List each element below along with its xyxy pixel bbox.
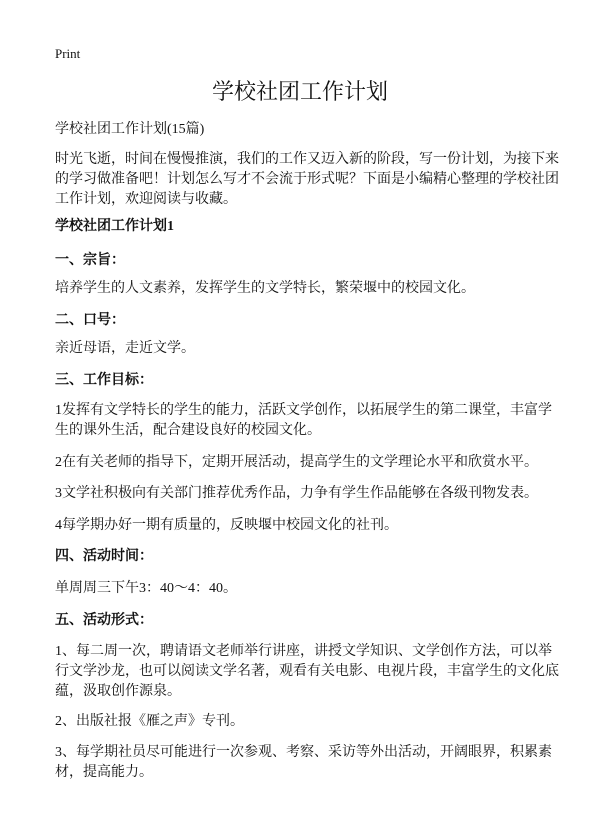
goal-item: 2在有关老师的指导下，定期开展活动，提高学生的文学理论水平和欣赏水平。 xyxy=(55,455,538,470)
format-item: 3、每学期社员尽可能进行一次参观、考察、采访等外出活动，开阔眼界，积累素材，提高能力。 xyxy=(55,745,552,780)
heading-goals: 三、工作目标： xyxy=(55,373,153,388)
time-text: 单周周三下午3：40～4：40。 xyxy=(55,581,237,596)
goal-item: 3文学社积极向有关部门推荐优秀作品，力争有学生作品能够在各级刊物发表。 xyxy=(55,486,538,501)
print-link[interactable]: Print xyxy=(55,46,81,61)
goal-item: 4每学期办好一期有质量的，反映堰中校园文化的社刊。 xyxy=(55,518,398,533)
slogan-text: 亲近母语，走近文学。 xyxy=(55,341,195,356)
page-title: 学校社团工作计划 xyxy=(211,80,388,105)
heading-slogan: 二、口号： xyxy=(55,313,125,328)
goal-item: 1发挥有文学特长的学生的能力，活跃文学创作，以拓展学生的第二课堂，丰富学生的课外生活，配合建设良好的校园文化。 xyxy=(55,403,552,438)
purpose-text: 培养学生的人文素养，发挥学生的文学特长，繁荣堰中的校园文化。 xyxy=(55,281,475,296)
intro-paragraph: 时光飞逝，时间在慢慢推演，我们的工作又迈入新的阶段，写一份计划，为接下来的学习做准备吧！计划怎么写才不会流于形式呢？下面是小编精心整理的学校社团工作计划，欢迎阅读与收藏。 xyxy=(55,152,559,207)
format-item: 1、每二周一次，聘请语文老师举行讲座，讲授文学知识、文学创作方法，可以举行文学沙龙，也可以阅读文学名著，观看有关电影、电视片段，丰富学生的文化底蕴，汲取创作源泉。 xyxy=(55,644,559,699)
heading-time: 四、活动时间： xyxy=(55,549,153,564)
subtitle: 学校社团工作计划(15篇) xyxy=(55,122,205,137)
format-item: 2、出版社报《雁之声》专刊。 xyxy=(55,714,244,729)
heading-format: 五、活动形式： xyxy=(55,613,153,628)
heading-purpose: 一、宗旨： xyxy=(55,253,125,268)
section-title: 学校社团工作计划1 xyxy=(55,219,174,234)
